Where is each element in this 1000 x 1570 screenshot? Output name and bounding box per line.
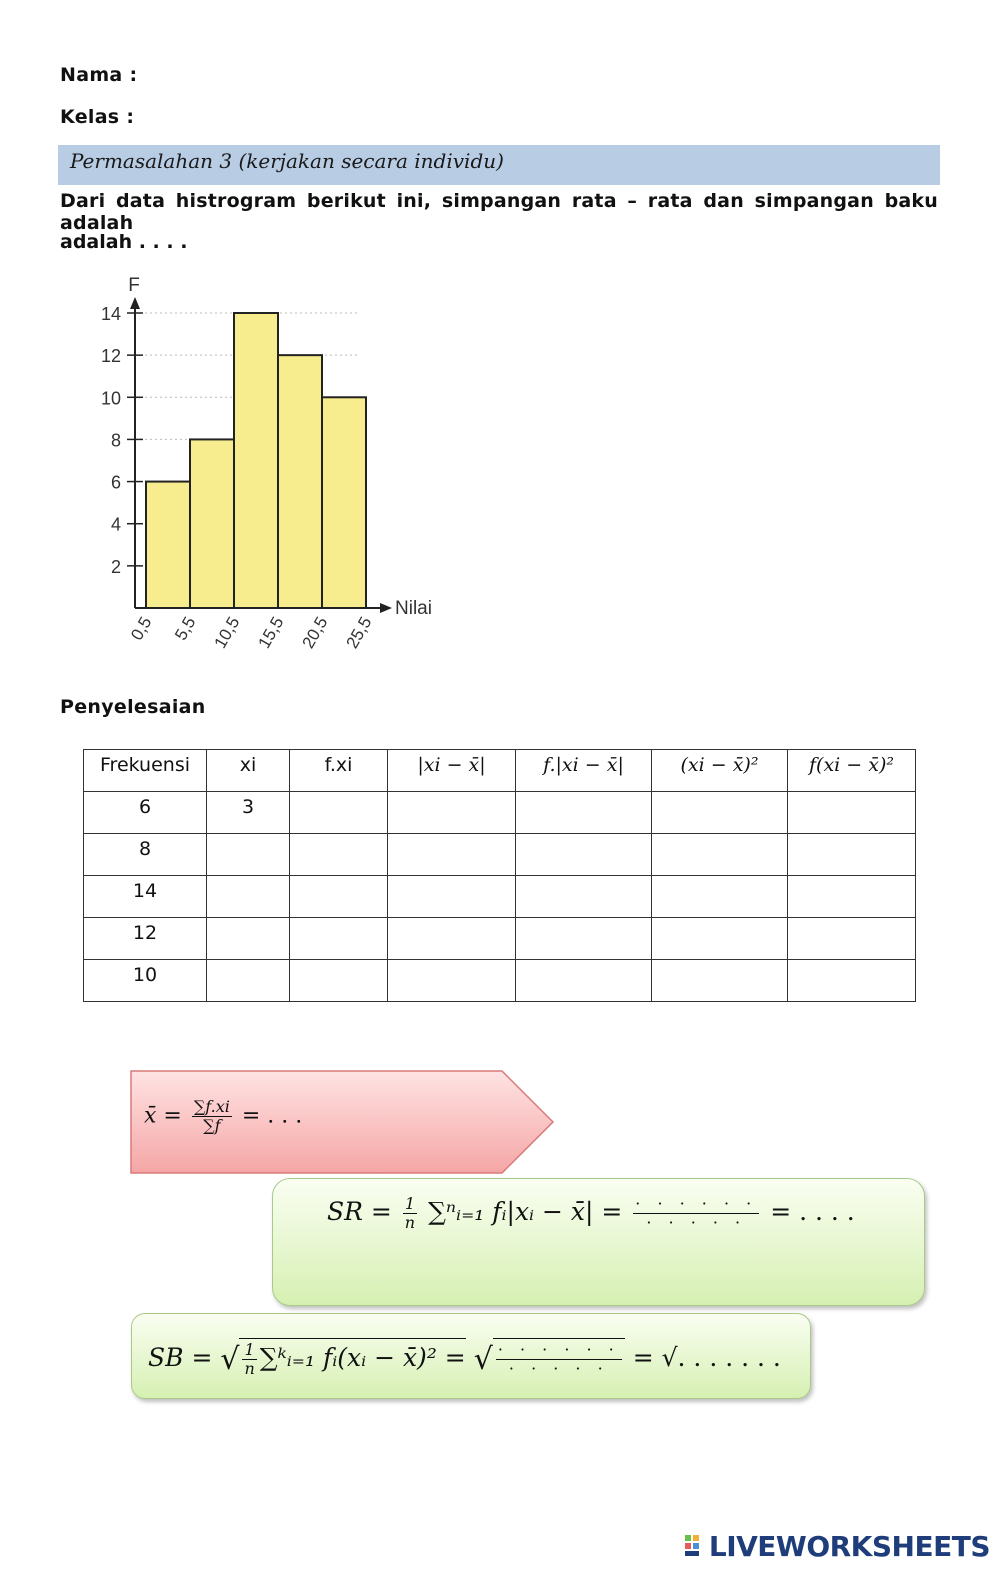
histogram-bar — [278, 355, 322, 608]
table-cell: 10 — [84, 960, 207, 1002]
table-cell[interactable] — [290, 918, 388, 960]
sb-rhs: = √. . . . . . . — [632, 1343, 781, 1372]
problem-title: Permasalahan 3 (kerjakan secara individu) — [70, 149, 504, 173]
table-cell[interactable] — [788, 834, 916, 876]
table-cell[interactable] — [207, 876, 290, 918]
col-xi: xi — [207, 750, 290, 792]
sr-num: · · · · · · — [635, 1194, 758, 1213]
sb-coef-den: n — [244, 1359, 255, 1378]
table-cell[interactable] — [388, 876, 516, 918]
table-cell[interactable] — [788, 918, 916, 960]
table-row — [84, 918, 916, 960]
table-cell[interactable] — [652, 876, 788, 918]
table-cell[interactable] — [516, 834, 652, 876]
sqrt-symbol: √ — [220, 1342, 240, 1377]
sb-formula-box — [131, 1313, 811, 1399]
table-row — [84, 876, 916, 918]
logo-text: LIVEWORKSHEETS — [708, 1530, 990, 1563]
y-axis-arrow — [130, 297, 140, 309]
col-sq-dev: (xi − x̄)² — [652, 750, 788, 792]
table-cell[interactable] — [652, 918, 788, 960]
table-cell[interactable] — [788, 960, 916, 1002]
sr-sum: ∑ⁿᵢ₌₁ fᵢ|xᵢ − x̄| = — [428, 1197, 623, 1226]
x-axis-label: Nilai — [395, 598, 432, 619]
table-row — [84, 960, 916, 1002]
table-cell[interactable] — [516, 960, 652, 1002]
x-tick-label: 5,5 — [171, 613, 200, 644]
sr-rhs: = . . . . — [770, 1197, 855, 1226]
mean-rhs: = . . . — [241, 1103, 303, 1129]
sb-fraction — [496, 1341, 622, 1378]
sr-formula-box — [272, 1178, 925, 1306]
histogram-bar — [190, 439, 234, 608]
sr-fraction — [633, 1195, 759, 1232]
sb-num: · · · · · · — [497, 1340, 620, 1359]
col-fxi: f.xi — [290, 750, 388, 792]
table-header-row — [84, 750, 916, 792]
y-axis-label: F — [128, 275, 140, 296]
y-tick-label: 4 — [110, 514, 121, 535]
sb-formula — [148, 1338, 781, 1378]
problem-banner — [58, 145, 940, 185]
histogram-bar — [146, 482, 190, 608]
table-cell[interactable] — [207, 960, 290, 1002]
mean-num: ∑f.xi — [193, 1097, 230, 1116]
histogram-bar — [322, 397, 366, 608]
table-cell[interactable] — [290, 834, 388, 876]
y-tick-label: 10 — [100, 388, 121, 409]
table-cell[interactable] — [788, 792, 916, 834]
mean-fraction — [192, 1098, 232, 1135]
table-cell[interactable] — [207, 834, 290, 876]
sr-formula — [327, 1195, 855, 1232]
histogram-bar — [234, 313, 278, 608]
y-tick-label: 2 — [110, 556, 121, 577]
nama-label: Nama : — [60, 64, 138, 86]
sb-radicand-2 — [493, 1338, 625, 1378]
table-cell[interactable] — [516, 876, 652, 918]
chart-bars — [146, 313, 366, 608]
col-f-sq-dev: f(xi − x̄)² — [788, 750, 916, 792]
table-cell[interactable] — [516, 918, 652, 960]
table-cell[interactable] — [290, 876, 388, 918]
table-cell[interactable] — [788, 876, 916, 918]
x-tick-label: 10,5 — [210, 613, 244, 652]
table-cell[interactable] — [207, 918, 290, 960]
sr-coef — [403, 1195, 417, 1232]
table-cell[interactable] — [388, 792, 516, 834]
x-tick-label: 0,5 — [127, 613, 156, 644]
col-frekuensi: Frekuensi — [84, 750, 207, 792]
sb-radicand — [239, 1338, 465, 1378]
col-f-abs-dev: f.|xi − x̄| — [516, 750, 652, 792]
sr-den: · · · · · — [646, 1213, 747, 1232]
x-tick-labels — [127, 614, 375, 652]
liveworksheets-logo — [685, 1530, 990, 1563]
histogram-chart — [90, 265, 460, 665]
solution-label: Penyelesaian — [60, 696, 206, 718]
table-cell[interactable] — [652, 834, 788, 876]
sb-lhs: SB = — [148, 1343, 213, 1372]
table-cell[interactable] — [388, 918, 516, 960]
table-row — [84, 792, 916, 834]
work-table — [83, 749, 916, 1002]
col-abs-dev: |xi − x̄| — [388, 750, 516, 792]
table-cell[interactable] — [388, 960, 516, 1002]
table-cell[interactable] — [290, 792, 388, 834]
sb-den: · · · · · — [508, 1359, 609, 1378]
table-cell: 12 — [84, 918, 207, 960]
question-line-1: Dari data histrogram berikut ini, simpangan rata – rata dan simpangan baku adalah — [60, 190, 938, 234]
sqrt-symbol-2: √ — [473, 1342, 493, 1377]
x-tick-label: 25,5 — [342, 613, 376, 652]
y-tick-labels — [101, 304, 121, 577]
sr-lhs: SR = — [327, 1197, 392, 1226]
table-cell: 6 — [84, 792, 207, 834]
table-cell[interactable] — [388, 834, 516, 876]
question-line-2: adalah . . . . — [60, 231, 188, 253]
table-cell[interactable] — [516, 792, 652, 834]
x-axis-arrow — [380, 603, 392, 613]
sb-coef-num: 1 — [242, 1341, 256, 1360]
x-tick-label: 20,5 — [298, 613, 332, 652]
y-tick-label: 6 — [110, 472, 121, 493]
x-tick-label: 15,5 — [254, 613, 288, 652]
y-tick-label: 12 — [100, 346, 121, 367]
mean-lhs: x̄ = — [144, 1103, 182, 1129]
table-cell: 8 — [84, 834, 207, 876]
table-row — [84, 834, 916, 876]
sb-coef — [242, 1341, 256, 1378]
table-cell: 3 — [207, 792, 290, 834]
y-tick-label: 8 — [110, 430, 121, 451]
table-cell[interactable] — [652, 960, 788, 1002]
y-tick-label: 14 — [100, 304, 121, 324]
mean-den: ∑f — [203, 1116, 221, 1135]
sr-coef-den: n — [404, 1213, 416, 1232]
sb-sum: ∑ᵏᵢ₌₁ fᵢ(xᵢ − x̄)² = — [259, 1343, 466, 1372]
kelas-label: Kelas : — [60, 106, 135, 128]
mean-formula — [144, 1098, 302, 1135]
logo-mark-icon — [685, 1533, 707, 1557]
table-cell: 14 — [84, 876, 207, 918]
table-cell[interactable] — [290, 960, 388, 1002]
table-cell[interactable] — [652, 792, 788, 834]
sr-coef-num: 1 — [403, 1195, 417, 1214]
